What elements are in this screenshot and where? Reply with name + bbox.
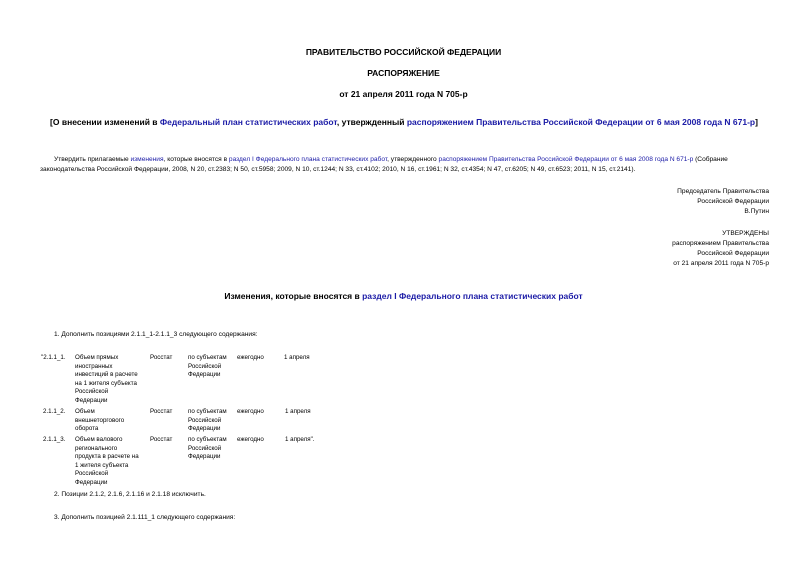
changes-title: Изменения, которые вносятся в раздел I Федерального плана статистических работ xyxy=(224,291,583,301)
level: по субъектам Российской Федерации xyxy=(188,436,227,461)
position-number: "2.1.1_1. xyxy=(41,354,66,361)
position-number: 2.1.1_2. xyxy=(43,408,66,415)
indicator-name: Объем внешнеторгового оборота xyxy=(75,408,125,433)
indicator-name: Объем валового регионального продукта в расчете на 1 жителя субъекта Российской Федерации xyxy=(75,436,139,486)
indicator-name: Объем прямых иностранных инвестиций в расчете на 1 жителя субъекта Российской Федерации xyxy=(75,354,138,404)
periodicity: ежегодно xyxy=(237,408,264,415)
section-1-link[interactable]: раздел I Федерального плана статистических работ xyxy=(228,156,388,163)
level: по субъектам Российской Федерации xyxy=(188,354,227,379)
agency: Росстат xyxy=(150,408,173,415)
deadline: 1 апреля". xyxy=(285,436,315,443)
deadline: 1 апреля xyxy=(285,408,311,415)
changes-section-link[interactable]: раздел I Федерального плана статистических работ xyxy=(362,291,583,301)
decree-671-link[interactable]: распоряжением Правительства Российской Федерации от 6 мая 2008 года N 671-р xyxy=(406,117,756,127)
paragraph-2: 2. Позиции 2.1.2, 2.1.6, 2.1.16 и 2.1.18 исключить. xyxy=(54,491,206,498)
body-paragraph: Утвердить прилагаемые изменения, которые вносятся в раздел I Федерального плана статистических работ, утвержденного распоряжением Правительства Российской Федерации от 6 мая 2008 года N 671-р (Собрание законодательства Российской Федерации, 2008, N 20, ст.2383; N 50, ст.5958; 2009, N 10, ст.1244; N 33, ст.4102; 2010, N 16, ст.1961; N 32, ст.4354; N 47, ст.6205; N 49, ст.6523; 2011, N 15, ст.2141). xyxy=(40,156,728,173)
government-title: ПРАВИТЕЛЬСТВО РОССИЙСКОЙ ФЕДЕРАЦИИ xyxy=(305,47,502,57)
document-date-number: от 21 апреля 2011 года N 705-р xyxy=(339,89,468,99)
paragraph-3: 3. Дополнить позицией 2.1.111_1 следующего содержания: xyxy=(54,514,236,521)
paragraph-1: 1. Дополнить позициями 2.1.1_1-2.1.1_3 следующего содержания: xyxy=(54,331,258,338)
periodicity: ежегодно xyxy=(237,354,264,361)
deadline: 1 апреля xyxy=(284,354,310,361)
document-type: РАСПОРЯЖЕНИЕ xyxy=(367,68,440,78)
periodicity: ежегодно xyxy=(237,436,264,443)
agency: Росстат xyxy=(150,436,173,443)
federal-plan-link[interactable]: Федеральный план статистических работ xyxy=(159,117,337,127)
signature-block: Председатель Правительства Российской Федерации В.Путин xyxy=(677,188,769,215)
decree-671-body-link[interactable]: распоряжением Правительства Российской Федерации от 6 мая 2008 года N 671-р xyxy=(438,156,694,163)
approved-block: УТВЕРЖДЕНЫ распоряжением Правительства Российской Федерации от 21 апреля 2011 года N 705-р xyxy=(672,230,769,267)
changes-link[interactable]: изменения xyxy=(130,156,164,163)
document-subject: [О внесении изменений в Федеральный план статистических работ, утвержденный распоряжением Правительства Российской Федерации от 6 мая 2008 года N 671-р] xyxy=(50,117,758,127)
agency: Росстат xyxy=(150,354,173,361)
position-number: 2.1.1_3. xyxy=(43,436,66,443)
level: по субъектам Российской Федерации xyxy=(188,408,227,433)
